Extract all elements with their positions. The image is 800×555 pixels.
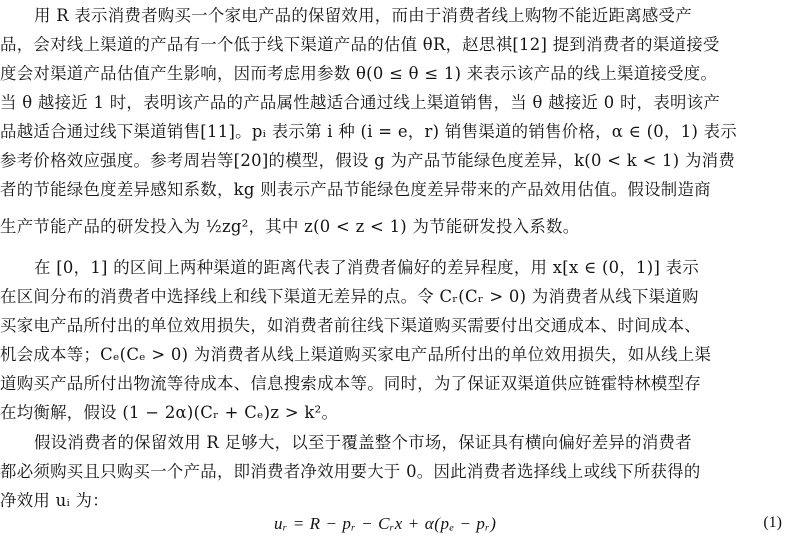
text-line: 都必须购买且只购买一个产品，即消费者净效用要大于 0。因此消费者选择线上或线下所获得的 — [0, 462, 701, 481]
text-line: 当 θ 越接近 1 时，表明该产品的产品属性越适合通过线上渠道销售，当 θ 越接近 0 时，表明该产 — [0, 93, 721, 112]
text-line: 净效用 uᵢ 为： — [0, 491, 109, 510]
text-line: 道购买产品所付出物流等待成本、信息搜索成本等。同时，为了保证双渠道供应链霍特林模型存 — [0, 374, 702, 393]
text-line: 品越适合通过线下渠道销售[11]。pᵢ 表示第 i 种 (i = e，r) 销售渠道的销售价格，α ∈ (0，1) 表示 — [0, 122, 738, 141]
equation-body: uᵣ = R − pᵣ − Cᵣx + α(pₑ − pᵣ) — [274, 514, 497, 533]
text-line: 买家电产品所付出的单位效用损失，如消费者前往线下渠道购买需要付出交通成本、时间成本、 — [0, 316, 702, 335]
text-line: 品，会对线上渠道的产品有一个低于线下渠道产品的估值 θR，赵思祺[12] 提到消费者的渠道接受 — [0, 35, 720, 54]
text-line: 在 [0，1] 的区间上两种渠道的距离代表了消费者偏好的差异程度，用 x[x ∈ (0，1)] 表示 — [34, 258, 700, 277]
text-line: 机会成本等；Cₑ(Cₑ > 0) 为消费者从线上渠道购买家电产品所付出的单位效用损失，如从线上渠 — [0, 345, 712, 364]
text-line: 度会对渠道产品估值产生影响，因而考虑用参数 θ(0 ≤ θ ≤ 1) 来表示该产品的线上渠道接受度。 — [0, 64, 718, 83]
text-line: 用 R 表示消费者购买一个家电产品的保留效用，而由于消费者线上购物不能近距离感受产 — [34, 6, 692, 25]
equation-1 — [0, 510, 800, 540]
text-line: 假设消费者的保留效用 R 足够大，以至于覆盖整个市场，保证具有横向偏好差异的消费者 — [34, 433, 692, 452]
text-line: 参考价格效应强度。参考周岩等[20]的模型，假设 g 为产品节能绿色度差异，k(0 < k < 1) 为消费 — [0, 151, 736, 170]
text-line: 在均衡解，假设 (1 − 2α)(Cᵣ + Cₑ)z > k²。 — [0, 403, 339, 422]
text-line: 者的节能绿色度差异感知系数，kg 则表示产品节能绿色度差异带来的产品效用估值。假设制造商 — [0, 180, 711, 199]
equation-number: (1) — [763, 514, 782, 531]
text-line: 生产节能产品的研发投入为 ½zg²，其中 z(0 < z < 1) 为节能研发投入系数。 — [0, 217, 580, 236]
text-line: 在区间分布的消费者中选择线上和线下渠道无差异的点。令 Cᵣ(Cᵣ > 0) 为消费者从线下渠道购 — [0, 287, 699, 306]
